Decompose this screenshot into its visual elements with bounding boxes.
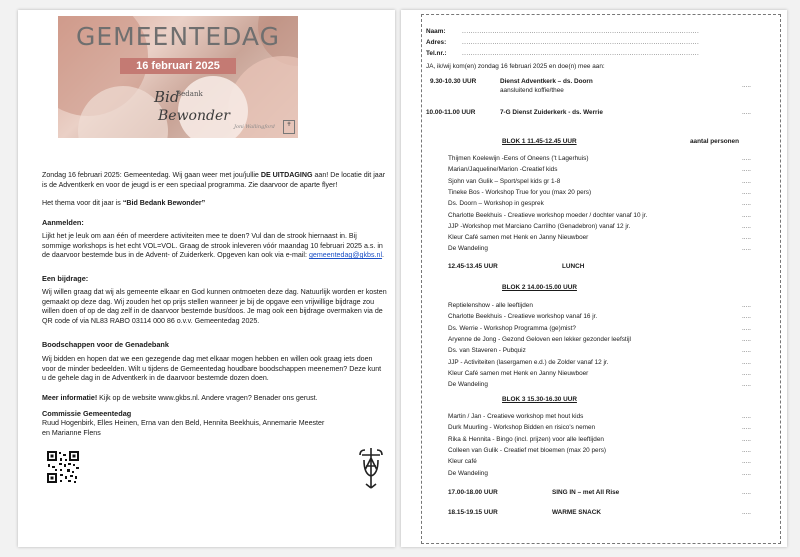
adres-label: Adres:	[426, 39, 447, 46]
activity-item: Marian/Jaqueline/Marion -Creatief kids	[448, 166, 558, 174]
banner-date: 16 februari 2025	[120, 58, 236, 74]
count-field[interactable]: .....	[742, 335, 751, 343]
intro-paragraph: Zondag 16 februari 2025: Gemeentedag. Wij gaan weer met jou/jullie DE UITDAGING aan! De locatie dit jaar is de Adventkerk en voor de jeugd is er een speciaal programma. Zie daarvoor de aparte flyer!	[42, 171, 386, 189]
qr-code	[46, 450, 80, 484]
count-field[interactable]: .....	[742, 413, 751, 420]
count-field[interactable]: .....	[742, 313, 751, 321]
meer-info-line: Meer informatie! Kijk op de website www.gkbs.nl. Andere vragen? Benader ons gerust.	[42, 394, 318, 402]
count-field[interactable]: .....	[742, 347, 751, 355]
cross-icon: ✝	[283, 120, 295, 134]
banner-signature: Joni Wallingford	[234, 124, 275, 130]
bijdrage-heading: Een bijdrage:	[42, 274, 89, 283]
activity-item: Colleen van Gulik - Creatief met bloemen (max 20 pers)	[448, 446, 607, 454]
activity-item: Kleur Café samen met Henk en Janny Nieuwboer	[448, 369, 589, 377]
activity-item: Aryenne de Jong - Gezond Geloven een lekker gezonder leefstijl	[448, 335, 631, 343]
activity-item: Ds. van Staveren - Pubquiz	[448, 347, 526, 355]
slot2-time: 10.00-11.00 UUR	[426, 109, 476, 116]
flyer-page-right	[401, 10, 787, 547]
count-field[interactable]: .....	[742, 324, 751, 332]
lunch-time: 12.45-13.45 UUR	[448, 263, 498, 270]
naam-field[interactable]: .............................................................................................................	[462, 28, 700, 35]
activity-item: Reptielenshow - alle leeftijden	[448, 302, 533, 309]
naam-label: Naam:	[426, 28, 446, 35]
flyer-page-left	[18, 10, 395, 547]
banner-script-bedank: Bedank	[176, 90, 203, 98]
count-field[interactable]: .....	[742, 424, 751, 432]
count-field[interactable]: .....	[742, 177, 751, 185]
slot1-count[interactable]: .....	[742, 82, 751, 89]
commissie-names: Ruud Hogenbirk, Elles Heinen, Erna van den Beld, Hennita Beekhuis, Annemarie Meester en Marianne Flens	[42, 419, 325, 437]
count-field[interactable]: .....	[742, 381, 751, 389]
activity-item: Thijmen Koelewijn -Eens of Oneens ('t Lagerhuis)	[448, 155, 589, 162]
registration-form	[421, 14, 781, 544]
slot1-sub: aansluitend koffie/thee	[500, 87, 564, 94]
blok1-heading: BLOK 1 11.45-12.45 UUR	[502, 138, 577, 145]
slot2-count[interactable]: .....	[742, 109, 751, 116]
commissie-heading: Commissie Gemeentedag	[42, 409, 132, 418]
banner-script-bid: Bid	[154, 88, 180, 106]
boodschappen-heading: Boodschappen voor de Genadebank	[42, 340, 169, 349]
tel-field[interactable]: .............................................................................................................	[462, 50, 700, 57]
singin-label: SING IN – met All Rise	[552, 489, 620, 496]
adres-field[interactable]: .............................................................................................................	[462, 39, 700, 46]
singin-time: 17.00-18.00 UUR	[448, 489, 498, 496]
blok2-heading: BLOK 2 14.00-15.00 UUR	[502, 284, 577, 291]
count-field[interactable]: .....	[742, 222, 751, 230]
cross-emblem-icon	[356, 446, 386, 490]
tel-label: Tel.nr.:	[426, 50, 447, 57]
activity-item: De Wandeling	[448, 381, 488, 389]
count-field[interactable]: .....	[742, 234, 751, 242]
aanmelden-heading: Aanmelden:	[42, 218, 84, 227]
count-field[interactable]: .....	[742, 469, 751, 477]
blok3-heading: BLOK 3 15.30-16.30 UUR	[502, 396, 577, 403]
slot1-time: 9.30-10.30 UUR	[430, 78, 477, 85]
banner-title: GEMEENTEDAG	[76, 22, 280, 51]
count-field[interactable]: .....	[742, 458, 751, 466]
snack-count[interactable]: .....	[742, 509, 751, 516]
activity-item: Charlotte Beekhuis - Creatieve workshop vanaf 16 jr.	[448, 313, 598, 321]
activity-item: Rika & Hennita - Bingo (incl. prijzen) voor alle leeftijden	[448, 435, 604, 443]
activity-item: Ds. Doorn – Workshop in gesprek	[448, 200, 544, 208]
activity-item: Tineke Bos - Workshop True for you (max 20 pers)	[448, 188, 592, 196]
count-field[interactable]: .....	[742, 302, 751, 309]
activity-item: Durk Muurling - Workshop Bidden en risico's nemen	[448, 424, 596, 432]
count-field[interactable]: .....	[742, 166, 751, 174]
slot1-title: Dienst Adventkerk – ds. Doorn	[500, 78, 593, 85]
lunch-label: LUNCH	[562, 263, 585, 270]
activity-item: Ds. Werrie - Workshop Programma (ge)mist?	[448, 324, 576, 332]
snack-time: 18.15-19.15 UUR	[448, 509, 498, 516]
count-field[interactable]: .....	[742, 245, 751, 253]
count-field[interactable]: .....	[742, 188, 751, 196]
count-field[interactable]: .....	[742, 211, 751, 219]
theme-line: Het thema voor dit jaar is “Bid Bedank Bewonder”	[42, 199, 206, 207]
snack-label: WARME SNACK	[552, 509, 601, 516]
activity-item: De Wandeling	[448, 469, 488, 477]
count-field[interactable]: .....	[742, 200, 751, 208]
count-field[interactable]: .....	[742, 446, 751, 454]
count-field[interactable]: .....	[742, 155, 751, 162]
activity-item: Charlotte Beekhuis - Creatieve workshop moeder / dochter vanaf 10 jr.	[448, 211, 648, 219]
activity-item: JJP -Workshop met Marciano Carrilho (Genadebron) vanaf 12 jr.	[448, 222, 631, 230]
banner-image	[58, 16, 298, 138]
activity-item: Kleur café	[448, 458, 477, 466]
email-link[interactable]: gemeentedag@gkbs.nl	[308, 251, 383, 260]
activity-item: JJP - Activiteiten (lasergamen e.d.) de Zolder vanaf 12 jr.	[448, 358, 609, 366]
activity-item: Martin / Jan - Creatieve workshop met hout kids	[448, 413, 584, 420]
activity-item: De Wandeling	[448, 245, 488, 253]
ja-line: JA, ik/wij kom(en) zondag 16 februari 2025 en doe(n) mee aan:	[426, 63, 605, 70]
count-field[interactable]: .....	[742, 435, 751, 443]
banner-script-bewonder: Bewonder	[158, 108, 230, 124]
boodschappen-paragraph: Wij bidden en hopen dat we een gezegende dag met elkaar mogen hebben en willen ook graag iets doen voor de minder bedeelden. Wilt u tijdens de Gemeentedag houdbare boodschappen meenemen? Deze kunt u de gehele dag in de Adventkerk in de daarvoor bestemde dozen doen.	[42, 355, 382, 383]
aantal-personen-label: aantal personen	[690, 138, 740, 145]
aanmelden-paragraph: Lijkt het je leuk om aan één of meerdere activiteiten mee te doen? Vul dan de strook hiernaast in. Bij sommige workshops is het echt VOL=VOL. Graag de strook inleveren vóór maandag 10 februari 2025 a.s. in de daarvoor bestemde bus in de Advent- of Zuiderkerk. Opgeven kan ook via e-mail: gemeentedag@gkbs.nl.	[42, 232, 385, 260]
count-field[interactable]: .....	[742, 358, 751, 366]
bijdrage-paragraph: Wij willen graag dat wij als gemeente elkaar en God kunnen ontmoeten deze dag. Natuurlijk worden er kosten gemaakt op deze dag. Wij zouden het op prijs stellen wanneer je bij de opgave een vrijwillige bijdrage zou willen doen of op de dag zelf in de daarvoor bestemde bus/doos. Je mag ook een bijdrage overmaken via de QR code of via NL83 RABO 03114 000 86 o.v.v. Gemeentedag 2025.	[42, 288, 387, 325]
slot2-title: 7-G Dienst Zuiderkerk - ds. Werrie	[500, 109, 603, 116]
count-field[interactable]: .....	[742, 369, 751, 377]
activity-item: Sjohn van Gulik – Sport/spel kids gr 1-8	[448, 177, 561, 185]
singin-count[interactable]: .....	[742, 489, 751, 496]
activity-item: Kleur Café samen met Henk en Janny Nieuwboer	[448, 234, 589, 242]
